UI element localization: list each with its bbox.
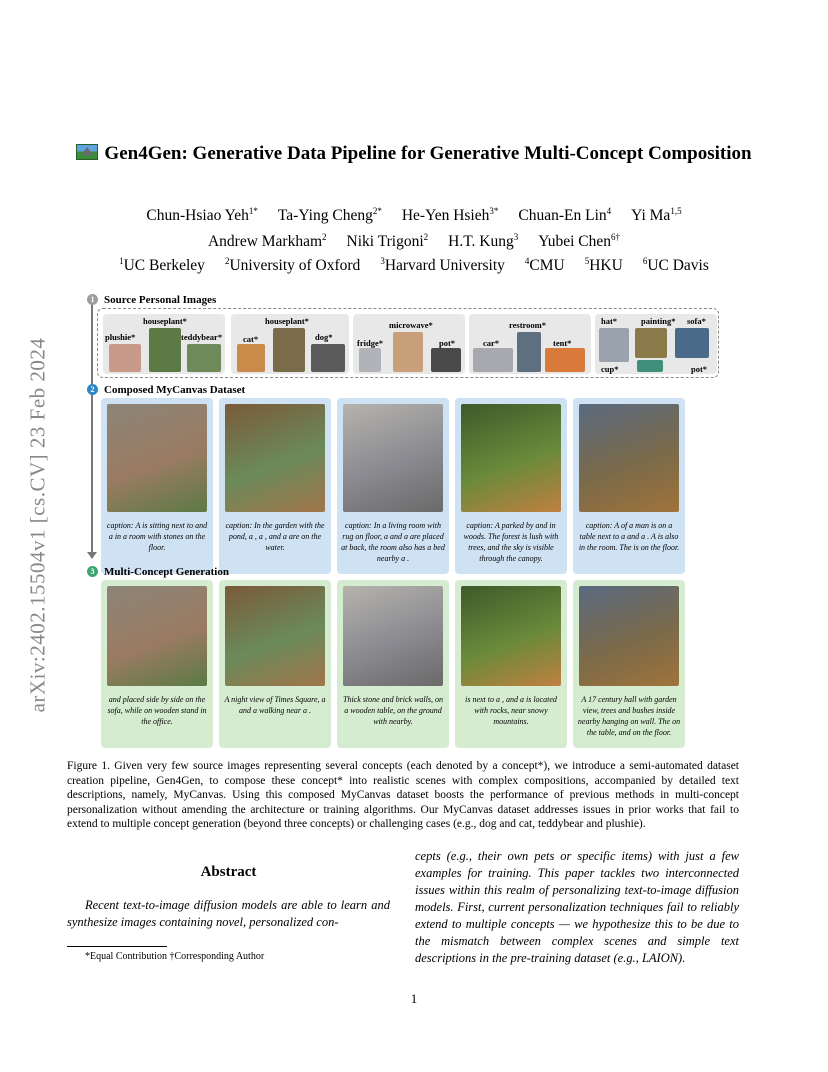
author-name: Andrew Markham$^2$ <box>207 232 327 251</box>
abstract-left-column: Recent text-to-image diffusion models are able to learn and synthesize images containing novel, personalized con- <box>67 898 390 929</box>
dataset-caption: caption: A is sitting next to and a in a room with stones on the floor. <box>106 521 208 552</box>
dataset-image <box>225 404 325 512</box>
footnote-rule <box>67 946 167 947</box>
dog-thumb <box>311 344 345 372</box>
painting-thumb <box>635 328 667 358</box>
affiliation: $^1$UC Berkeley <box>119 256 205 275</box>
dataset-panel <box>573 398 685 574</box>
dataset-image <box>579 404 679 512</box>
affiliation: $^2$University of Oxford <box>224 256 361 275</box>
generation-panel <box>455 580 567 748</box>
authors-line-2 <box>0 232 828 251</box>
hat-thumb <box>599 328 629 362</box>
generation-caption: A 17 century hall with garden view, trees and bushes inside nearby hanging on wall. The on the table, and on the floor. <box>577 695 681 737</box>
abstract-right-column: cepts (e.g., their own pets or specific items) with just a few examples for training. This paper tackles two interconnected issues within this realm of personalizing text-to-image diffusion models. First, current personalization techniques fail to reliably extend to multiple concepts — we hypothesize this to be due to the mismatch between complex scenes and simple text descriptions in the pre-training dataset (e.g., LAION). <box>415 849 739 965</box>
section-generation-label: 3 Multi-Concept Generation <box>87 566 229 578</box>
step-2-icon: 2 <box>87 384 98 395</box>
dataset-panel <box>101 398 213 574</box>
generation-caption: A night view of Times Square, a and a walking near a . <box>224 695 326 715</box>
affiliation: $^6$UC Davis <box>642 256 709 275</box>
step-3-icon: 3 <box>87 566 98 577</box>
author-name: Yubei Chen$^{6\dagger}$ <box>538 232 621 251</box>
author-name: Ta-Ying Cheng$^{2*}$ <box>277 206 382 225</box>
author-name: Chun-Hsiao Yeh$^{1*}$ <box>146 206 258 225</box>
footnote: *Equal Contribution †Corresponding Author <box>85 951 265 962</box>
houseplant-thumb <box>149 328 181 372</box>
dataset-caption: caption: A parked by and in woods. The forest is lush with trees, and the sky is visible through the canopy. <box>463 521 559 563</box>
paper-title <box>0 143 828 165</box>
source-group-1: plushie* houseplant* teddybear* <box>103 314 225 374</box>
source-group-2: cat* houseplant* dog* <box>231 314 349 374</box>
dataset-caption: caption: In the garden with the pond, a , a , and a are on the water. <box>225 521 325 552</box>
fridge-thumb <box>359 348 381 372</box>
teddybear-thumb <box>187 344 221 372</box>
page-number: 1 <box>410 991 418 1006</box>
dataset-panel <box>219 398 331 574</box>
pipeline-arrow-line <box>91 304 93 552</box>
affiliation: $^3$Harvard University <box>380 256 505 275</box>
generation-panel <box>337 580 449 748</box>
source-group-4: car* restroom* tent* <box>469 314 591 374</box>
generation-image <box>225 586 325 686</box>
microwave-thumb <box>393 332 423 372</box>
tent-thumb <box>545 348 585 372</box>
pipeline-arrowhead-icon <box>87 552 97 559</box>
generation-image <box>107 586 207 686</box>
dataset-image <box>343 404 443 512</box>
plushie-thumb <box>109 344 141 372</box>
cup-thumb <box>637 360 663 372</box>
section-source-label: 1 Source Personal Images <box>87 294 216 306</box>
author-name: He-Yen Hsieh$^{3*}$ <box>401 206 499 225</box>
dataset-panel <box>337 398 449 574</box>
landscape-logo-icon <box>76 144 98 160</box>
affiliation: $^4$CMU <box>524 256 565 275</box>
generation-panel <box>219 580 331 748</box>
sofa-thumb <box>675 328 709 358</box>
abstract-heading: Abstract <box>200 864 257 880</box>
source-group-5: hat* painting* sofa* cup* pot* <box>595 314 717 374</box>
generation-image <box>461 586 561 686</box>
figure-1 <box>85 290 745 755</box>
author-name: Yi Ma$^{1,5}$ <box>631 206 682 225</box>
section-dataset-label: 2 Composed MyCanvas Dataset <box>87 384 245 396</box>
arxiv-id: arXiv:2402.15504v1 [cs.CV] 23 Feb 2024 <box>25 337 50 713</box>
author-name: Niki Trigoni$^2$ <box>346 232 429 251</box>
car-thumb <box>473 348 513 372</box>
generation-image <box>579 586 679 686</box>
dataset-panel <box>455 398 567 574</box>
houseplant2-thumb <box>273 328 305 372</box>
generation-panel <box>573 580 685 748</box>
step-1-icon: 1 <box>87 294 98 305</box>
cat-thumb <box>237 344 265 372</box>
dataset-caption: caption: A of a man is on a table next to a and a . A is also in the room. The is on the floor. <box>578 521 680 552</box>
authors-line-1 <box>0 206 828 225</box>
figure-caption: Figure 1. Given very few source images representing several concepts (each denoted by a concept*), we introduce a semi-automated dataset creation pipeline, Gen4Gen, to compose these concept* into realistic scenes with complex compositions, accompanied by detailed text descriptions, namely, MyCanvas. Using this composed MyCanvas dataset boosts the performance of previous methods in multi-concept personalization without amending the architecture or training algorithms. Our MyCanvas dataset addresses issues in prior works that fail to extend to multiple concept generation (beyond three concepts) or challenging cases (e.g., dog and cat, teddybear and plushie). <box>67 760 739 830</box>
pot-thumb <box>431 348 461 372</box>
dataset-caption: caption: In a living room with rug on floor, a and a are placed at back, the room also has a bed nearby a . <box>341 521 445 563</box>
arxiv-stamp <box>18 290 58 760</box>
title-text: Gen4Gen: Generative Data Pipeline for Generative Multi-Concept Composition <box>104 143 752 164</box>
affiliation: $^5$HKU <box>584 256 623 275</box>
generation-image <box>343 586 443 686</box>
restroom-thumb <box>517 332 541 372</box>
generation-panel <box>101 580 213 748</box>
source-group-3: fridge* microwave* pot* <box>353 314 465 374</box>
generation-caption: and placed side by side on the sofa, while on wooden stand in the office. <box>107 695 207 726</box>
author-name: H.T. Kung$^3$ <box>448 232 519 251</box>
affiliations <box>0 256 828 275</box>
generation-caption: is next to a , and a is located with rocks, near snowy mountains. <box>465 695 557 726</box>
dataset-image <box>461 404 561 512</box>
generation-caption: Thick stone and brick walls, on a wooden table, on the ground with nearby. <box>343 695 443 726</box>
dataset-image <box>107 404 207 512</box>
author-name: Chuan-En Lin$^4$ <box>518 206 612 225</box>
